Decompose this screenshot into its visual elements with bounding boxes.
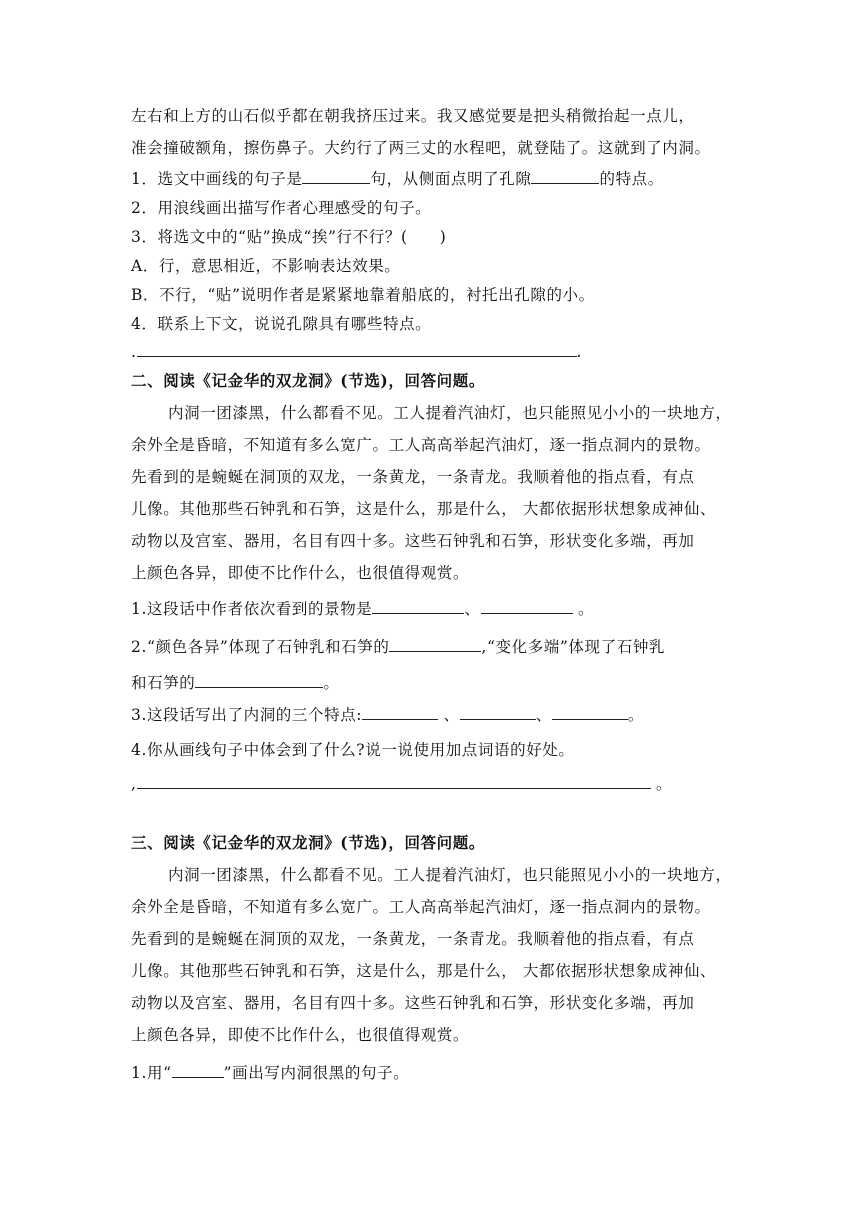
question-text: 1.用“ [131,1064,172,1082]
passage-line: 准会撞破额角，擦伤鼻子。大约行了两三丈的水程吧，就登陆了。这就到了内洞。 [131,139,711,157]
section-heading: 二、阅读《记金华的双龙洞》(节选)，回答问题。 [131,371,485,390]
answer-rule[interactable] [137,342,577,357]
line-end: . [576,343,583,361]
passage-line: 余外全是昏暗，不知道有多么宽广。工人高高举起汽油灯，逐一指点洞内的景物。 [131,436,711,454]
question-3 [131,705,644,725]
answer-blank[interactable] [531,169,599,184]
question-text: 的特点。 [599,170,664,188]
question-text: 1.这段话中作者依次看到的景物是 [131,600,373,618]
answer-blank[interactable] [481,599,573,614]
question-1 [131,1063,409,1083]
section-heading: 三、阅读《记金华的双龙洞》(节选)，回答问题。 [131,833,485,852]
answer-blank[interactable] [552,705,628,720]
passage-line: 内洞一团漆黑，什么都看不见。工人提着汽油灯，也只能照见小小的一块地方， [168,866,732,884]
answer-blank[interactable] [172,1063,224,1078]
answer-blank[interactable] [372,599,464,614]
question-2 [131,637,665,657]
separator: 、 [438,706,460,724]
separator: 、 [464,600,481,618]
question-4: 4．联系上下文，说说孔隙具有哪些特点。 [131,315,432,333]
passage-line: 儿像。其他那些石钟乳和石笋，这是什么，那是什么， 大都依据形状想象成神仙、 [131,500,717,518]
question-1 [131,599,594,619]
question-4: 4.你从画线句子中体会到了什么?说一说使用加点词语的好处。 [131,741,575,759]
question-text: 2.“颜色各异”体现了石钟乳和石笋的 [131,638,390,656]
line-end: 。 [323,674,340,692]
separator: 、 [535,706,552,724]
passage-line: 内洞一团漆黑，什么都看不见。工人提着汽油灯，也只能照见小小的一块地方， [168,404,732,422]
question-text: ”画出写内洞很黑的句子。 [223,1064,410,1082]
question-3: 3．将选文中的“贴”换成“挨”行不行？( ) [131,228,447,246]
answer-blank[interactable] [460,705,536,720]
passage-line: 先看到的是蜿蜒在洞顶的双龙，一条黄龙，一条青龙。我顺着他的指点看，有点 [131,468,695,486]
question-text: 1．选文中画线的句子是 [131,170,303,188]
question-1 [131,169,664,189]
question-text: 和石笋的 [131,674,196,692]
question-2: 2．用浪线画出描写作者心理感受的句子。 [131,199,432,217]
passage-line: 左右和上方的山石似乎都在朝我挤压过来。我又感觉要是把头稍微抬起一点儿， [131,107,695,125]
answer-line [131,774,672,794]
question-2-cont [131,673,340,693]
passage-line: 儿像。其他那些石钟乳和石笋，这是什么，那是什么， 大都依据形状想象成神仙、 [131,962,717,980]
passage-line: 上颜色各异，即使不比作什么，也很值得观赏。 [131,1026,470,1044]
passage-line: 上颜色各异，即使不比作什么，也很值得观赏。 [131,564,470,582]
passage-line: 先看到的是蜿蜒在洞顶的双龙，一条黄龙，一条青龙。我顺着他的指点看，有点 [131,930,695,948]
passage-line: 余外全是昏暗，不知道有多么宽广。工人高高举起汽油灯，逐一指点洞内的景物。 [131,898,711,916]
option-a: A．行，意思相近，不影响表达效果。 [131,257,401,275]
answer-blank[interactable] [302,169,370,184]
answer-blank[interactable] [362,705,438,720]
answer-rule[interactable] [137,774,651,789]
line-end: 。 [627,706,644,724]
line-lead: , [131,775,137,793]
answer-blank[interactable] [389,637,481,652]
line-end: 。 [572,600,595,618]
question-text: 句，从侧面点明了孔隙 [370,170,532,188]
question-text: ,“变化多端”体现了石钟乳 [481,638,666,656]
answer-blank[interactable] [195,673,323,688]
line-end: 。 [650,775,673,793]
line-lead: . [131,343,137,361]
option-b: B．不行，“贴”说明作者是紧紧地靠着船底的，衬托出孔隙的小。 [131,286,595,304]
question-text: 3.这段话写出了内洞的三个特点: [131,706,363,724]
passage-line: 动物以及宫室、器用，名目有四十多。这些石钟乳和石笋，形状变化多端，再加 [131,532,695,550]
answer-line [131,342,582,362]
passage-line: 动物以及宫室、器用，名目有四十多。这些石钟乳和石笋，形状变化多端，再加 [131,994,695,1012]
